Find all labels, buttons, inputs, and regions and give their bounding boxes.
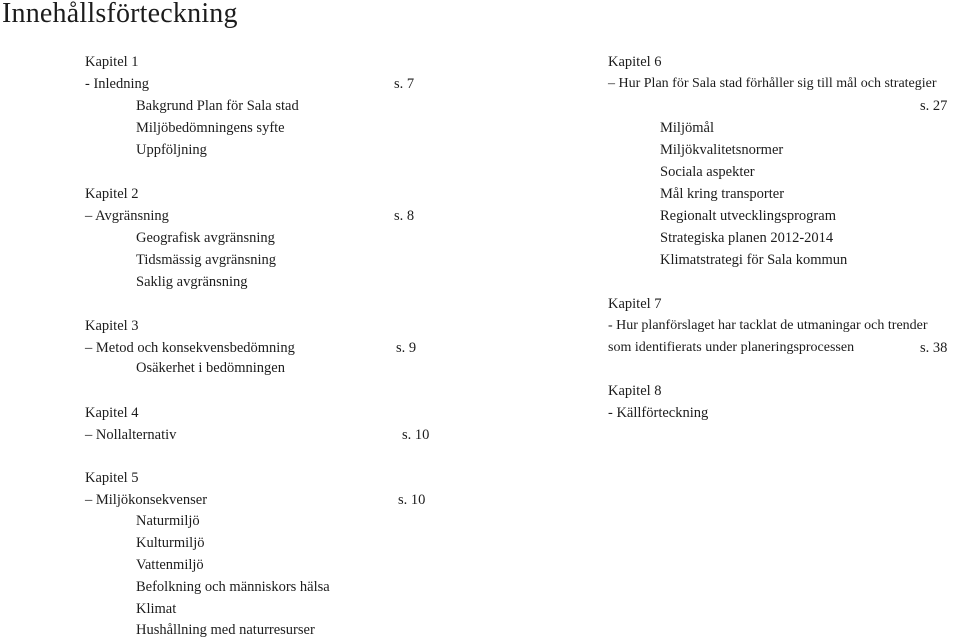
- chapter-6-heading: Kapitel 6: [608, 54, 662, 70]
- chapter-6-sub: Klimatstrategi för Sala kommun: [660, 252, 848, 268]
- chapter-2-heading: Kapitel 2: [85, 186, 139, 202]
- chapter-1-page: s. 7: [394, 76, 415, 92]
- chapter-5-sub: Naturmiljö: [136, 513, 200, 529]
- chapter-6-page: s. 27: [920, 98, 948, 114]
- chapter-4-page: s. 10: [402, 427, 430, 443]
- chapter-7-page: s. 38: [920, 340, 948, 356]
- chapter-2-sub: Tidsmässig avgränsning: [136, 252, 277, 268]
- chapter-5-sub: Hushållning med naturresurser: [136, 622, 315, 638]
- chapter-3-sub: Osäkerhet i bedömningen: [136, 360, 285, 376]
- chapter-5-entry: – Miljökonsekvenser: [85, 492, 208, 508]
- chapter-2-sub: Geografisk avgränsning: [136, 230, 275, 246]
- chapter-2-page: s. 8: [394, 208, 415, 224]
- chapter-1-sub: Uppföljning: [136, 142, 207, 158]
- chapter-3-page: s. 9: [396, 340, 417, 356]
- chapter-5-heading: Kapitel 5: [85, 470, 139, 486]
- chapter-6-sub: Sociala aspekter: [660, 164, 755, 180]
- chapter-7-entry-line-2: som identifierats under planeringsprocessen: [608, 340, 855, 355]
- chapter-1-sub: Miljöbedömningens syfte: [136, 120, 285, 136]
- chapter-8-entry: - Källförteckning: [608, 405, 709, 421]
- chapter-5-page: s. 10: [398, 492, 426, 508]
- chapter-7-entry-line-1: - Hur planförslaget har tacklat de utmaningar och trender: [608, 318, 928, 333]
- chapter-8-heading: Kapitel 8: [608, 383, 662, 399]
- chapter-6-sub: Miljökvalitetsnormer: [660, 142, 784, 158]
- chapter-5-sub: Befolkning och människors hälsa: [136, 579, 330, 595]
- chapter-6-sub: Strategiska planen 2012-2014: [660, 230, 834, 246]
- chapter-4-entry: – Nollalternativ: [85, 427, 177, 443]
- chapter-2-sub: Saklig avgränsning: [136, 274, 248, 290]
- chapter-2-entry: – Avgränsning: [85, 208, 169, 224]
- chapter-7-heading: Kapitel 7: [608, 296, 662, 312]
- chapter-6-sub: Regionalt utvecklingsprogram: [660, 208, 836, 224]
- chapter-1-entry: - Inledning: [85, 76, 150, 92]
- chapter-4-heading: Kapitel 4: [85, 405, 139, 421]
- chapter-5-sub: Kulturmiljö: [136, 535, 205, 551]
- page-title: Innehållsförteckning: [2, 0, 238, 29]
- chapter-3-entry: – Metod och konsekvensbedömning: [85, 340, 295, 356]
- chapter-6-sub: Mål kring transporter: [660, 186, 785, 202]
- chapter-5-sub: Vattenmiljö: [136, 557, 204, 573]
- chapter-5-sub: Klimat: [136, 601, 177, 617]
- chapter-1-sub: Bakgrund Plan för Sala stad: [136, 98, 299, 114]
- chapter-1-heading: Kapitel 1: [85, 54, 139, 70]
- chapter-6-entry: – Hur Plan för Sala stad förhåller sig till mål och strategier: [608, 76, 937, 91]
- chapter-6-sub: Miljömål: [660, 120, 714, 136]
- chapter-3-heading: Kapitel 3: [85, 318, 139, 334]
